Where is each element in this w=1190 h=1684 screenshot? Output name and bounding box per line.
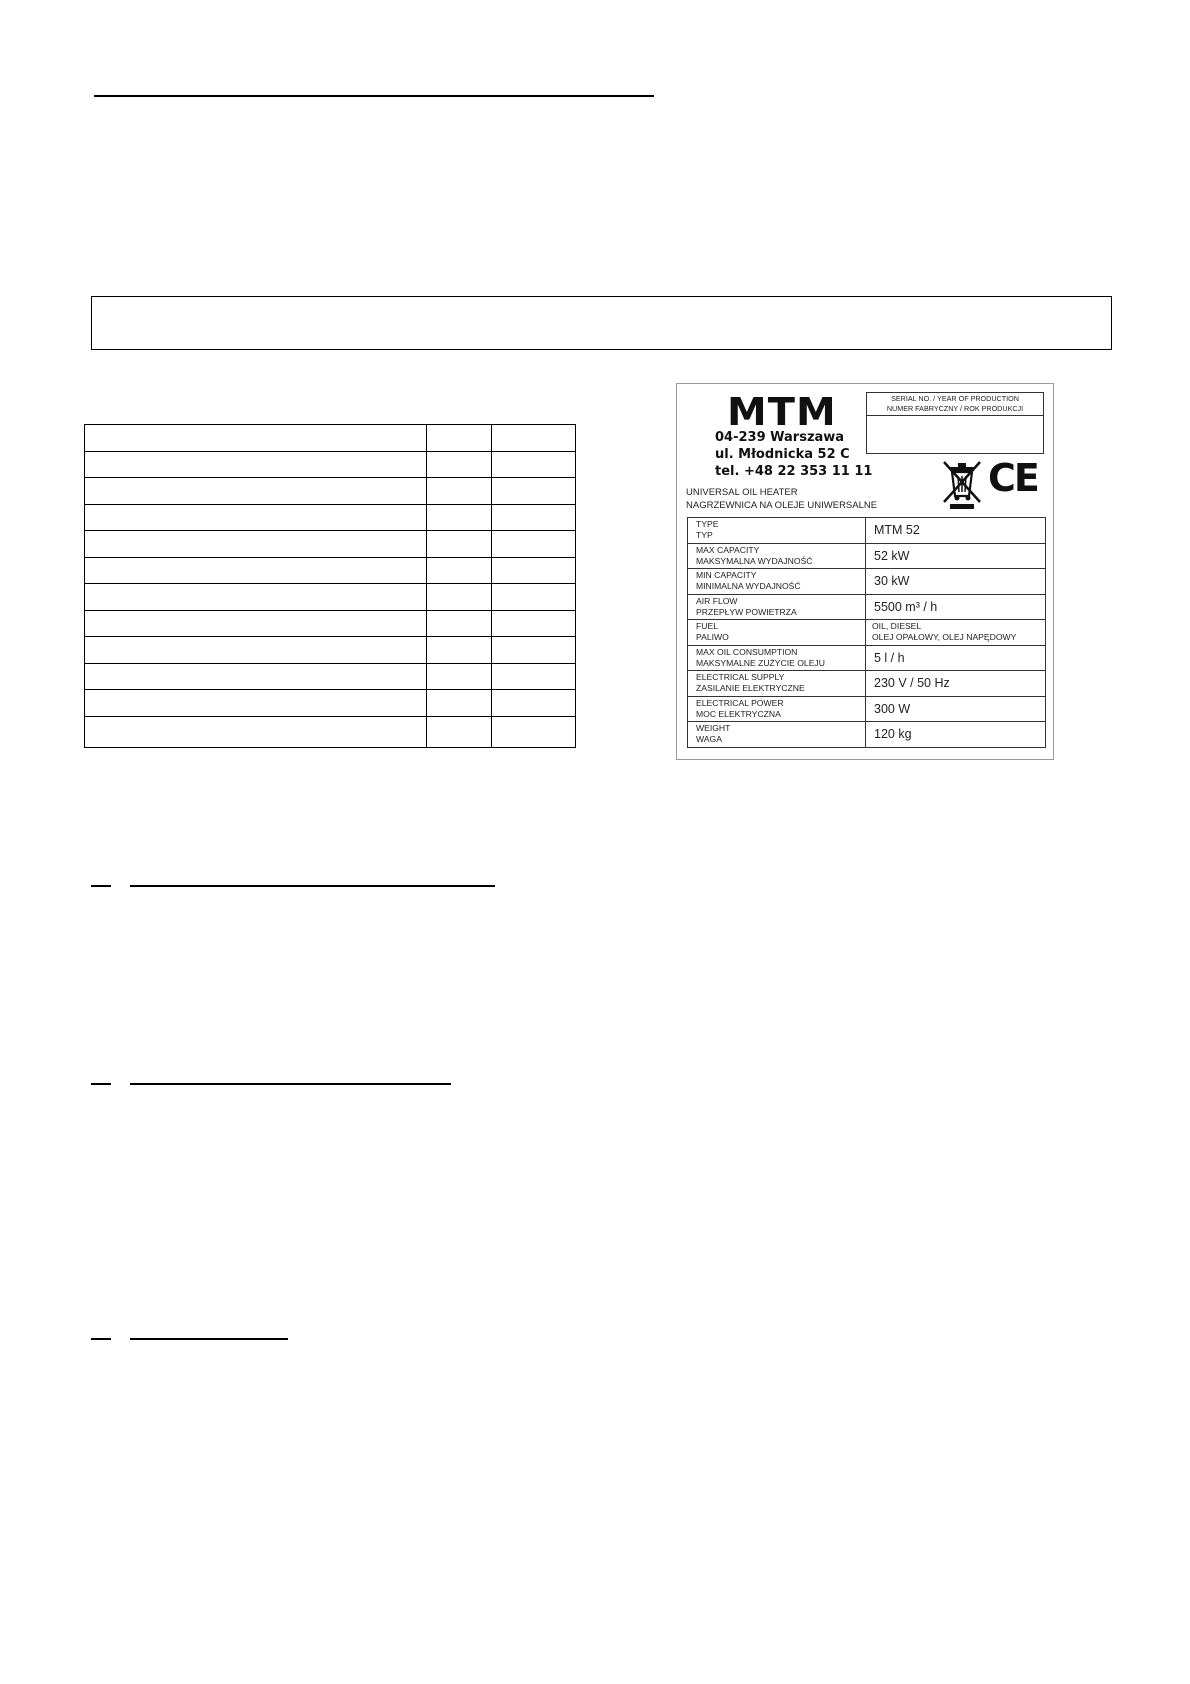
table-row [85, 584, 576, 611]
fuel-label: FUEL PALIWO [688, 620, 866, 646]
air-flow-value: 5500 m³ / h [866, 594, 1046, 620]
table-row [85, 637, 576, 664]
table-row [688, 569, 1046, 595]
table-row [85, 425, 576, 452]
table-row [85, 610, 576, 637]
type-value: MTM 52 [866, 518, 1046, 544]
section-1-heading-underline [130, 885, 495, 887]
electrical-power-label: ELECTRICAL POWER MOC ELEKTRYCZNA [688, 696, 866, 722]
product-name: UNIVERSAL OIL HEATER NAGRZEWNICA NA OLEJE UNIWERSALNE [686, 487, 878, 511]
type-label: TYPE TYP [688, 518, 866, 544]
max-capacity-label: MAX CAPACITY MAKSYMALNA WYDAJNOŚĆ [688, 543, 866, 569]
ce-mark: CE [988, 456, 1038, 500]
weight-label: WEIGHT WAGA [688, 722, 866, 748]
table-row [85, 504, 576, 531]
min-capacity-label: MIN CAPACITY MINIMALNA WYDAJNOŚĆ [688, 569, 866, 595]
table-row [688, 722, 1046, 748]
table-row [85, 531, 576, 558]
section-2-heading-underline [130, 1083, 451, 1085]
section-2-number-underline [91, 1083, 111, 1085]
max-oil-consumption-value: 5 l / h [866, 645, 1046, 671]
table-row [85, 690, 576, 717]
section-3-heading-underline [130, 1338, 288, 1340]
table-row [688, 594, 1046, 620]
table-row [85, 478, 576, 505]
table-row [85, 451, 576, 478]
crossed-out-wheelie-bin-icon [941, 456, 983, 510]
air-flow-label: AIR FLOW PRZEPŁYW POWIETRZA [688, 594, 866, 620]
serial-label: SERIAL NO. / YEAR OF PRODUCTION NUMER FABRYCZNY / ROK PRODUKCJI [867, 393, 1043, 416]
table-row [85, 557, 576, 584]
rating-plate-table [687, 517, 1046, 748]
address-street: ul. Młodnicka 52 C [715, 447, 850, 462]
table-row [85, 716, 576, 747]
address-city: 04-239 Warszawa [715, 430, 845, 445]
rating-plate [676, 383, 1054, 760]
electrical-supply-label: ELECTRICAL SUPPLY ZASILANIE ELEKTRYCZNE [688, 671, 866, 697]
electrical-power-value: 300 W [866, 696, 1046, 722]
max-oil-consumption-label: MAX OIL CONSUMPTION MAKSYMALNE ZUŻYCIE OLEJU [688, 645, 866, 671]
table-row [688, 696, 1046, 722]
table-row [688, 518, 1046, 544]
electrical-supply-value: 230 V / 50 Hz [866, 671, 1046, 697]
table-row [688, 671, 1046, 697]
weight-value: 120 kg [866, 722, 1046, 748]
top-heading-underline [94, 95, 654, 97]
fuel-value: OIL, DIESEL OLEJ OPAŁOWY, OLEJ NAPĘDOWY [866, 620, 1046, 646]
section-3-number-underline [91, 1338, 111, 1340]
notice-box [91, 296, 1112, 350]
section-1-number-underline [91, 885, 111, 887]
specification-table [84, 424, 576, 748]
table-row [85, 663, 576, 690]
table-row [688, 543, 1046, 569]
brand-logo: MTM [727, 390, 837, 434]
address-phone: tel. +48 22 353 11 11 [715, 464, 873, 479]
table-row [688, 620, 1046, 646]
max-capacity-value: 52 kW [866, 543, 1046, 569]
serial-number-box [866, 392, 1044, 454]
min-capacity-value: 30 kW [866, 569, 1046, 595]
table-row [688, 645, 1046, 671]
